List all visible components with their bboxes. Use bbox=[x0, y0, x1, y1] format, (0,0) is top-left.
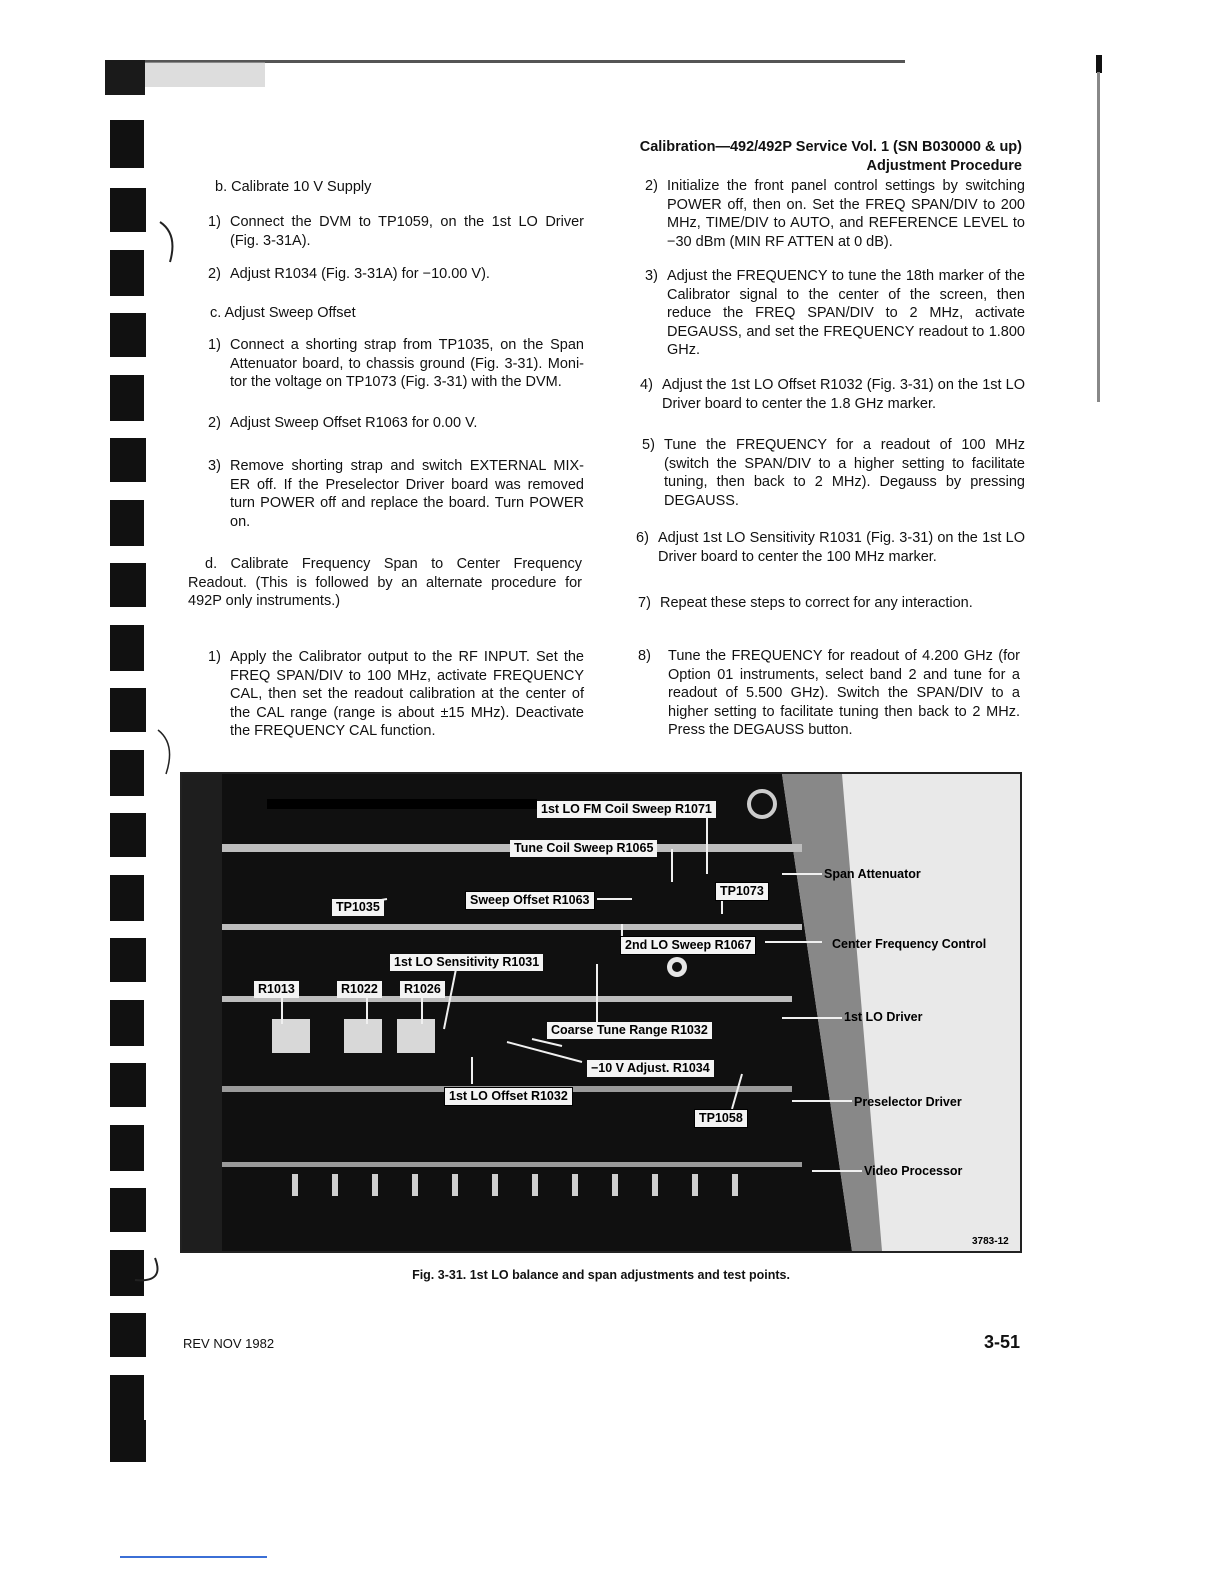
label-1st-lo-offset: 1st LO Offset R1032 bbox=[444, 1087, 573, 1106]
page-number: 3-51 bbox=[983, 1332, 1020, 1352]
label-r1022: R1022 bbox=[337, 981, 382, 998]
step-text: Tune the FREQUENCY for readout of 4.200 GHz (for Option 01 instruments, select band 2 and tune for a readout of 5.500 GHz). Switch the SPAN/DIV to a higher setting to facilitate tuning then back to 2 MHz. Press the DEGAUSS button. bbox=[668, 648, 1020, 738]
label-center-frequency-control: Center Frequency Control bbox=[832, 937, 987, 951]
step-6 bbox=[636, 529, 1025, 566]
step-d1 bbox=[208, 648, 584, 741]
header-title: Calibration—492/492P Service Vol. 1 (SN B030000 & up) bbox=[639, 139, 1022, 155]
step-number: 4) bbox=[640, 377, 653, 393]
step-b-heading: b. Calibrate 10 V Supply bbox=[215, 179, 372, 195]
step-number: 5) bbox=[642, 437, 655, 453]
header-subtitle: Adjustment Procedure bbox=[866, 158, 1022, 174]
label-sweep-offset: Sweep Offset R1063 bbox=[465, 891, 595, 910]
step-b2 bbox=[208, 265, 584, 284]
label-2nd-lo-sweep: 2nd LO Sweep R1067 bbox=[620, 936, 756, 955]
step-text: Adjust the 1st LO Offset R1032 (Fig. 3-31) on the 1st LO Driver board to center the 1.8 GHz marker. bbox=[662, 377, 1025, 412]
label-fm-coil-sweep: 1st LO FM Coil Sweep R1071 bbox=[537, 801, 716, 818]
circuit-board-photo bbox=[180, 772, 1022, 1253]
figure-caption: Fig. 3-31. 1st LO balance and span adjustments and test points. bbox=[412, 1268, 790, 1282]
step-c3 bbox=[208, 457, 584, 531]
label-tune-coil-sweep: Tune Coil Sweep R1065 bbox=[510, 840, 657, 857]
step-c2 bbox=[208, 414, 584, 433]
step-5 bbox=[642, 436, 1025, 510]
step-text: Initialize the front panel control settings by switching POWER off, then on. Set the FREQ SPAN/DIV to 200 MHz, TIME/DIV to AUTO, and REFERENCE LEVEL to −30 dBm (MIN RF ATTEN at 0 dB). bbox=[667, 178, 1025, 250]
step-2 bbox=[645, 177, 1025, 251]
step-text: Adjust 1st LO Sensitivity R1031 (Fig. 3-31) on the 1st LO Driver board to center the 100 MHz marker. bbox=[658, 530, 1025, 565]
label-1st-lo-driver: 1st LO Driver bbox=[844, 1010, 923, 1024]
label-tp1073: TP1073 bbox=[715, 882, 769, 901]
step-number: 3) bbox=[208, 458, 221, 474]
label-tp1035: TP1035 bbox=[332, 899, 384, 916]
step-text: Remove shorting strap and switch EXTERNAL MIX- ER off. If the Preselector Driver board was removed turn POWER off and replace the board. Turn POWER on. bbox=[230, 458, 584, 530]
step-c-heading: c. Adjust Sweep Offset bbox=[210, 305, 356, 321]
step-text: Adjust R1034 (Fig. 3-31A) for −10.00 V). bbox=[230, 266, 490, 282]
step-number: 1) bbox=[208, 649, 221, 665]
step-7 bbox=[638, 594, 1025, 613]
step-text: Adjust the FREQUENCY to tune the 18th marker of the Calibrator signal to the center of the screen, then reduce the FREQ SPAN/DIV to 2 MHz, activate DEGAUSS, and set the FREQUENCY readout to 1.800 GHz. bbox=[667, 268, 1025, 358]
step-number: 7) bbox=[638, 595, 651, 611]
step-d-heading: d. Calibrate Frequency Span to Center Frequency Readout. (This is followed by an alternate procedure for 492P only instruments.) bbox=[188, 556, 582, 609]
step-number: 2) bbox=[208, 266, 221, 282]
step-number: 2) bbox=[208, 415, 221, 431]
step-text: Adjust Sweep Offset R1063 for 0.00 V. bbox=[230, 415, 478, 431]
step-3 bbox=[645, 267, 1025, 360]
revision-date: REV NOV 1982 bbox=[183, 1336, 275, 1351]
label-video-processor: Video Processor bbox=[864, 1164, 963, 1178]
step-number: 2) bbox=[645, 178, 658, 194]
step-text: Connect the DVM to TP1059, on the 1st LO Driver (Fig. 3-31A). bbox=[230, 214, 584, 249]
step-number: 6) bbox=[636, 530, 649, 546]
step-number: 3) bbox=[645, 268, 658, 284]
step-text: Tune the FREQUENCY for a readout of 100 MHz (switch the SPAN/DIV to a higher setting to facilitate tuning, then back to 2 MHz). Degauss by pressing DEGAUSS. bbox=[664, 437, 1025, 509]
step-text: Connect a shorting strap from TP1035, on the Span Attenuator board, to chassis ground (Fig. 3-31). Moni- tor the voltage on TP1073 (Fig. 3-31) with the DVM. bbox=[230, 337, 584, 390]
label-span-attenuator: Span Attenuator bbox=[824, 867, 921, 881]
label-r1026: R1026 bbox=[400, 981, 445, 998]
step-b1 bbox=[208, 213, 584, 250]
step-4 bbox=[640, 376, 1025, 413]
label-coarse-tune-range: Coarse Tune Range R1032 bbox=[547, 1022, 712, 1039]
step-c1 bbox=[208, 336, 584, 392]
step-text: Apply the Calibrator output to the RF INPUT. Set the FREQ SPAN/DIV to 100 MHz, activate FREQUENCY CAL, then set the readout calibration at the center of the CAL range (range is about ±15 MHz). Deactivate the FREQUENCY CAL function. bbox=[230, 649, 584, 739]
step-8 bbox=[638, 647, 1020, 740]
label-tp1058: TP1058 bbox=[694, 1109, 748, 1128]
step-text: Repeat these steps to correct for any interaction. bbox=[660, 595, 973, 611]
figure-code: 3783-12 bbox=[972, 1236, 1009, 1247]
step-number: 8) bbox=[638, 648, 651, 664]
step-number: 1) bbox=[208, 214, 221, 230]
step-number: 1) bbox=[208, 337, 221, 353]
running-header bbox=[600, 138, 1022, 176]
label-10v-adjust: −10 V Adjust. R1034 bbox=[587, 1060, 714, 1077]
label-1st-lo-sensitivity: 1st LO Sensitivity R1031 bbox=[390, 954, 543, 971]
label-preselector-driver: Preselector Driver bbox=[854, 1095, 962, 1109]
label-r1013: R1013 bbox=[254, 981, 299, 998]
